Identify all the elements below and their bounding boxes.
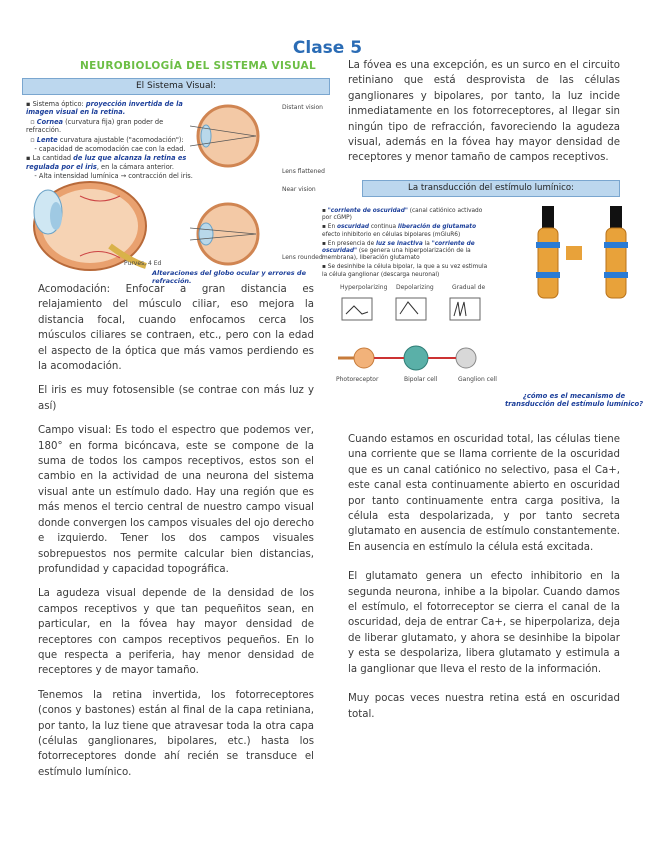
figure-heading: NEUROBIOLOGÍA DEL SISTEMA VISUAL — [80, 60, 316, 72]
paragraph: Muy pocas veces nuestra retina está en oscuridad total. — [348, 693, 620, 720]
diagram-label: Photoreceptor — [336, 376, 379, 383]
paragraph: Tenemos la retina invertida, los fotorreceptores (conos y bastones) están al final de la capa retiniana, por tanto, la luz tiene que atravesar toda la otra capa (células ganglionares, bipolares, etc.) hasta los fotorreceptores donde ahí recién se transduce el estímulo lumínico. — [38, 689, 314, 778]
diagram-label: Hyperpolarizing — [340, 284, 388, 291]
bullet-item: ▫ Lente curvatura ajustable ("acomodación"): — [26, 135, 184, 144]
photoreceptor-illustration — [502, 202, 652, 322]
diagram-label: Ganglion cell — [458, 376, 497, 383]
right-column-bottom — [348, 432, 620, 722]
figure-title: La transducción del estímulo lumínico: — [408, 183, 574, 193]
paragraph: La agudeza visual depende de la densidad de los campos receptivos y que tan pequeñitos sean, en particular, en la fóvea hay mayor densidad de receptores con campos receptivos pequeños. En lo que respecta a periferia, hay menor densidad de receptores y de mayor tamaño. — [38, 588, 314, 677]
bullet-item: ▪ En oscuridad continua liberación de glutamato efecto inhibitorio en células bipolares (mGluR6) — [322, 224, 477, 238]
diagram-label: Depolarizing — [396, 284, 434, 291]
bullet-item: ▪ La cantidad de luz que alcanza la retina es regulada por el iris, en la cámara anterior. — [26, 154, 187, 171]
page-title: Clase 5 — [292, 38, 363, 58]
eye-cross-section-illustration — [20, 166, 150, 274]
label-purves: Purves, 4 Ed — [124, 260, 162, 267]
left-column — [38, 282, 314, 780]
figure-title-bar — [22, 78, 330, 95]
figure-question: ¿cómo es el mecanismo de transducción del estímulo lumínico? — [504, 392, 644, 408]
label-lens-rounded: Lens rounded — [282, 254, 323, 261]
bullet-item: ▪ Sistema óptico: proyección invertida de la imagen visual en la retina. — [26, 100, 183, 117]
transduction-figure — [322, 180, 652, 418]
retinal-circuit-diagram — [338, 288, 498, 388]
figure-title: El Sistema Visual: — [135, 81, 217, 91]
label-lens-flattened: Lens flattened — [282, 168, 325, 175]
bullet-item: - capacidad de acomodación cae con la edad. — [34, 145, 186, 154]
distant-vision-eye-illustration — [190, 100, 260, 170]
paragraph: El iris es muy fotosensible (se contrae con más luz y así) — [38, 385, 314, 412]
label-near-vision: Near vision — [282, 186, 316, 193]
eye-figure — [20, 58, 330, 285]
bullet-item: ▪ Se desinhibe la célula bipolar, la que a su vez estimula la célula ganglionar (descarga neuronal) — [322, 264, 488, 278]
figure-caption: Alteraciones del globo ocular y errores de refracción. — [152, 269, 306, 285]
paragraph: La fóvea es una excepción, es un surco en el circuito retiniano que está desprovista de las células ganglionares y bipolares, por tanto, la luz incide inmediatamente en los fotorreceptores, al llegar sin ningún tipo de refracción, favoreciendo la agudeza visual, además en la fóvea hay mayor densidad de receptores y menor tamaño de campos receptivos. — [348, 60, 620, 164]
label-distant-vision: Distant vision — [282, 104, 323, 111]
paragraph: El glutamato genera un efecto inhibitorio en la segunda neurona, inhibe a la bipolar. Cuando damos el estímulo, el fotorreceptor se cierra el canal de la oscuridad, deja de entrar Ca+, se hiperpolariza, deja de liberar glutamato, y ahora se desinhibe la bipolar y esta se despolariza, libera glutamato y estimula a la ganglionar que lleva el resto de la información. — [348, 571, 620, 675]
near-vision-eye-illustration — [190, 198, 260, 268]
figure-title-bar — [362, 180, 620, 197]
bullet-item: - Alta intensidad lumínica → contracción del iris. — [34, 172, 193, 181]
bullet-item: ▪ En presencia de luz se inactiva la "corriente de oscuridad" (se genera una hiperpolarización de la membrana), liberación glutamato — [322, 240, 475, 262]
bullet-item: ▫ Cornea (curvatura fija) gran poder de refracción. — [26, 117, 164, 135]
diagram-label: Bipolar cell — [404, 376, 438, 383]
diagram-label: Gradual de — [452, 284, 486, 291]
paragraph: Acomodación: Enfocar a gran distancia es relajamiento del músculo ciliar, eso mejora la distancia focal, cuando enfocamos cerca los músculos ciliares se contraen, etc., pero con la edad el aspecto de la óptica que más vamos perdiendo es la acomodación. — [38, 284, 314, 373]
bullet-item: ▪ "corriente de oscuridad" (canal catiónico activado por cGMP) — [322, 208, 483, 222]
paragraph: Campo visual: Es todo el espectro que podemos ver, 180° en forma bicóncava, este se compone de la suma de todos los campos receptivos, estos son el cambio en la actividad de una neurona del sistema visual ante un estímulo dado. Hay una región que es más menos el tercio central de nuestro campo visual donde convergen los campos visuales del ojo derecho e izquierdo. Tener los dos campos visuales sobrepuestos nos permite calcular bien distancias, profundidad y capacidad topográfica. — [38, 425, 314, 575]
paragraph: Cuando estamos en oscuridad total, las células tiene una corriente que se llama corriente de la oscuridad que es un canal catiónico no selectivo, pasa el Ca+, este canal esta continuamente abierto en oscuridad por tanto continuamente entra carga positiva, la célula esta despolarizada, y por tanto secreta glutamato en ausencia de estímulo constantemente. En ausencia en estímulo la célula está excitada. — [348, 434, 620, 553]
right-column-top — [348, 58, 620, 166]
figure-bullets — [322, 208, 492, 281]
